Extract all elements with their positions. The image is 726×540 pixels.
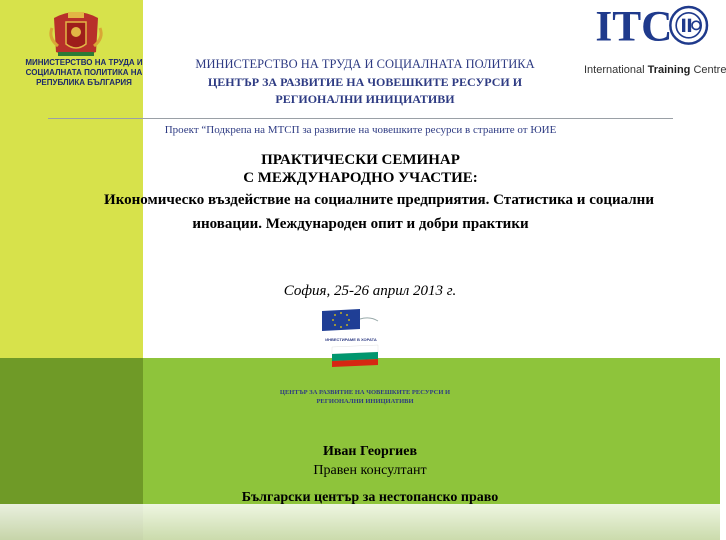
- ministry-logo-line: МИНИСТЕРСТВО НА ТРУДА И: [25, 58, 143, 67]
- ministry-logo-line: РЕПУБЛИКА БЪЛГАРИЯ: [36, 78, 132, 87]
- presenter-organization: Български център за нестопанско право: [241, 490, 499, 505]
- ministry-title: МИНИСТЕРСТВО НА ТРУДА И СОЦИАЛНАТА ПОЛИТИКА: [195, 57, 535, 71]
- centre-logo-line1: ЦЕНТЪР ЗА РАЗВИТИЕ НА ЧОВЕШКИТЕ РЕСУРСИ И: [279, 389, 451, 396]
- event-date-location: София, 25-26 април 2013 г.: [283, 283, 457, 299]
- itc-logo-text: ITC: [595, 2, 673, 51]
- itc-ilo-logo: [584, 2, 720, 52]
- itc-caption-pre: International: [584, 64, 648, 76]
- ministry-logo-line: СОЦИАЛНАТА ПОЛИТИКА НА: [25, 68, 143, 77]
- project-line: Проект “Подкрепа на МТСП за развитие на човешките ресурси в страните от ЮИЕ: [164, 124, 557, 136]
- centre-logo-line2: РЕГИОНАЛНИ ИНИЦИАТИВИ: [316, 398, 414, 405]
- seminar-title-line2: С МЕЖДУНАРОДНО УЧАСТИЕ:: [243, 170, 478, 186]
- itc-caption-post: Centre: [690, 64, 726, 76]
- presenter-role: Правен консултант: [313, 463, 427, 478]
- itc-caption: [584, 64, 724, 76]
- background-bottom-strip: [0, 504, 720, 540]
- header-divider: [48, 118, 673, 119]
- itc-caption-bold: Training: [647, 64, 691, 76]
- centre-title-line2: РЕГИОНАЛНИ ИНИЦИАТИВИ: [275, 92, 455, 106]
- presenter-name: Иван Георгиев: [322, 444, 418, 459]
- seminar-title-line1: ПРАКТИЧЕСКИ СЕМИНАР: [261, 152, 460, 168]
- seminar-subtitle-line2: иновации. Международен опит и добри практики: [192, 216, 529, 232]
- invest-in-people-caption: ИНВЕСТИРАМЕ В ХОРАТА: [325, 337, 377, 342]
- ministry-logo-caption: [18, 58, 150, 88]
- centre-title-line1: ЦЕНТЪР ЗА РАЗВИТИЕ НА ЧОВЕШКИТЕ РЕСУРСИ И: [207, 75, 523, 89]
- coat-of-arms-logo: [48, 8, 104, 60]
- eu-flag-icon: [320, 307, 380, 333]
- bulgarian-flag-icon: [330, 343, 390, 367]
- seminar-subtitle-line1: Икономическо въздействие на социалните предприятия. Статистика и социални: [104, 192, 654, 208]
